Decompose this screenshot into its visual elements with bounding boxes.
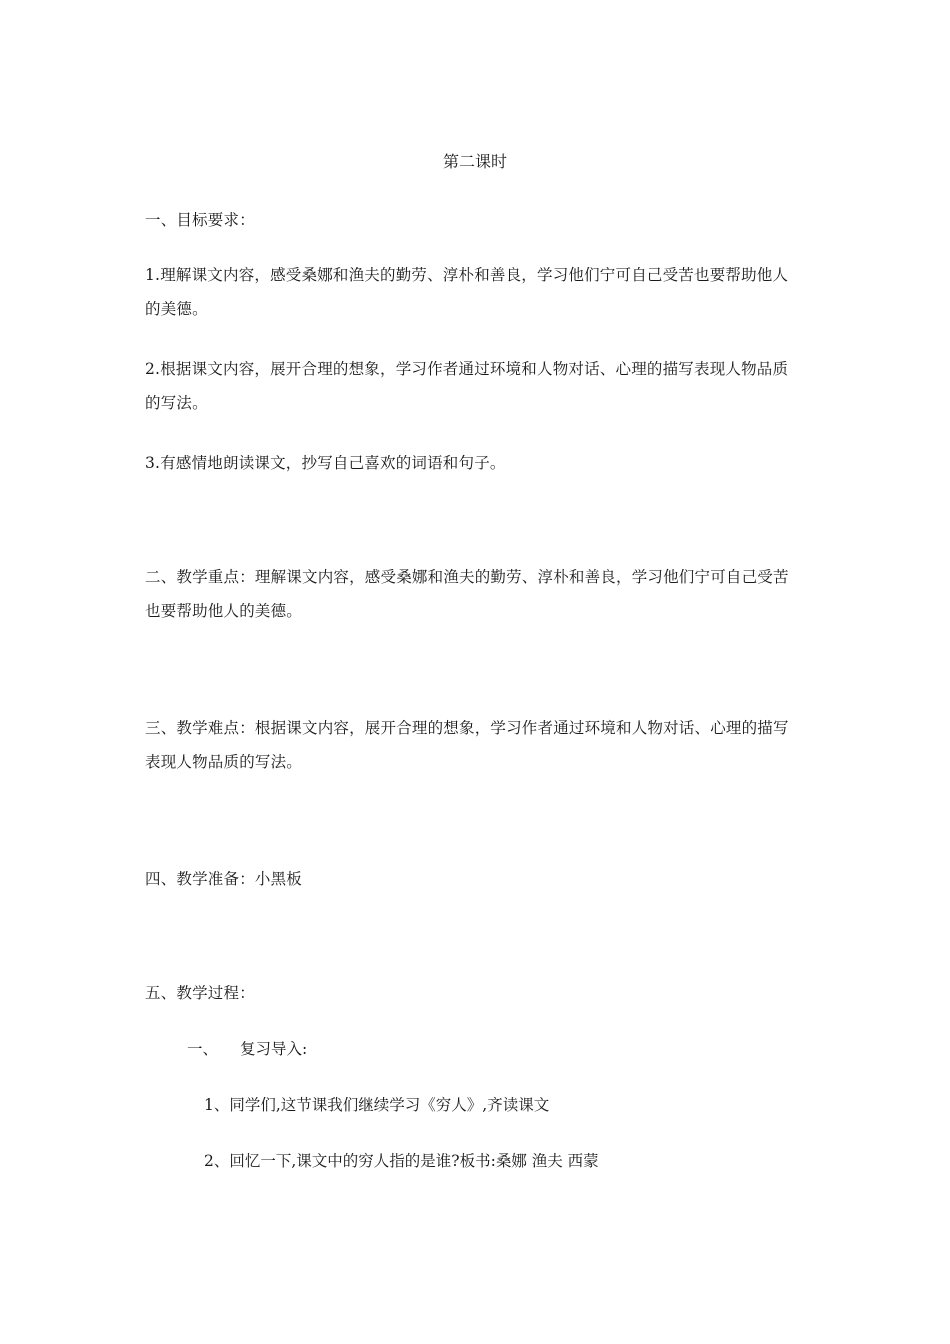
process-item-1: 1、同学们,这节课我们继续学习《穷人》,齐读课文 — [204, 1096, 550, 1114]
teaching-process-heading: 五、教学过程： — [145, 984, 255, 1002]
process-item-2: 2、回忆一下,课文中的穷人指的是谁?板书:桑娜 渔夫 西蒙 — [204, 1152, 599, 1170]
step-label: 复习导入: — [240, 1040, 308, 1058]
goal-item-2: 2.根据课文内容，展开合理的想象，学习作者通过环境和人物对话、心理的描写表现人物品质的写法。 — [145, 360, 789, 412]
process-step-1 — [187, 1032, 787, 1066]
step-marker: 一、 — [187, 1040, 219, 1058]
teaching-focus: 二、教学重点：理解课文内容，感受桑娜和渔夫的勤劳、淳朴和善良，学习他们宁可自己受苦也要帮助他人的美德。 — [145, 568, 789, 620]
section-goals-heading: 一、目标要求： — [145, 211, 255, 229]
goal-item-3: 3.有感情地朗读课文，抄写自己喜欢的词语和句子。 — [145, 454, 506, 472]
lesson-title: 第二课时 — [442, 152, 507, 171]
teaching-difficulty: 三、教学难点：根据课文内容，展开合理的想象，学习作者通过环境和人物对话、心理的描写表现人物品质的写法。 — [145, 719, 789, 771]
teaching-preparation: 四、教学准备：小黑板 — [145, 870, 303, 888]
goal-item-1: 1.理解课文内容，感受桑娜和渔夫的勤劳、淳朴和善良，学习他们宁可自己受苦也要帮助他人的美德。 — [145, 266, 789, 318]
